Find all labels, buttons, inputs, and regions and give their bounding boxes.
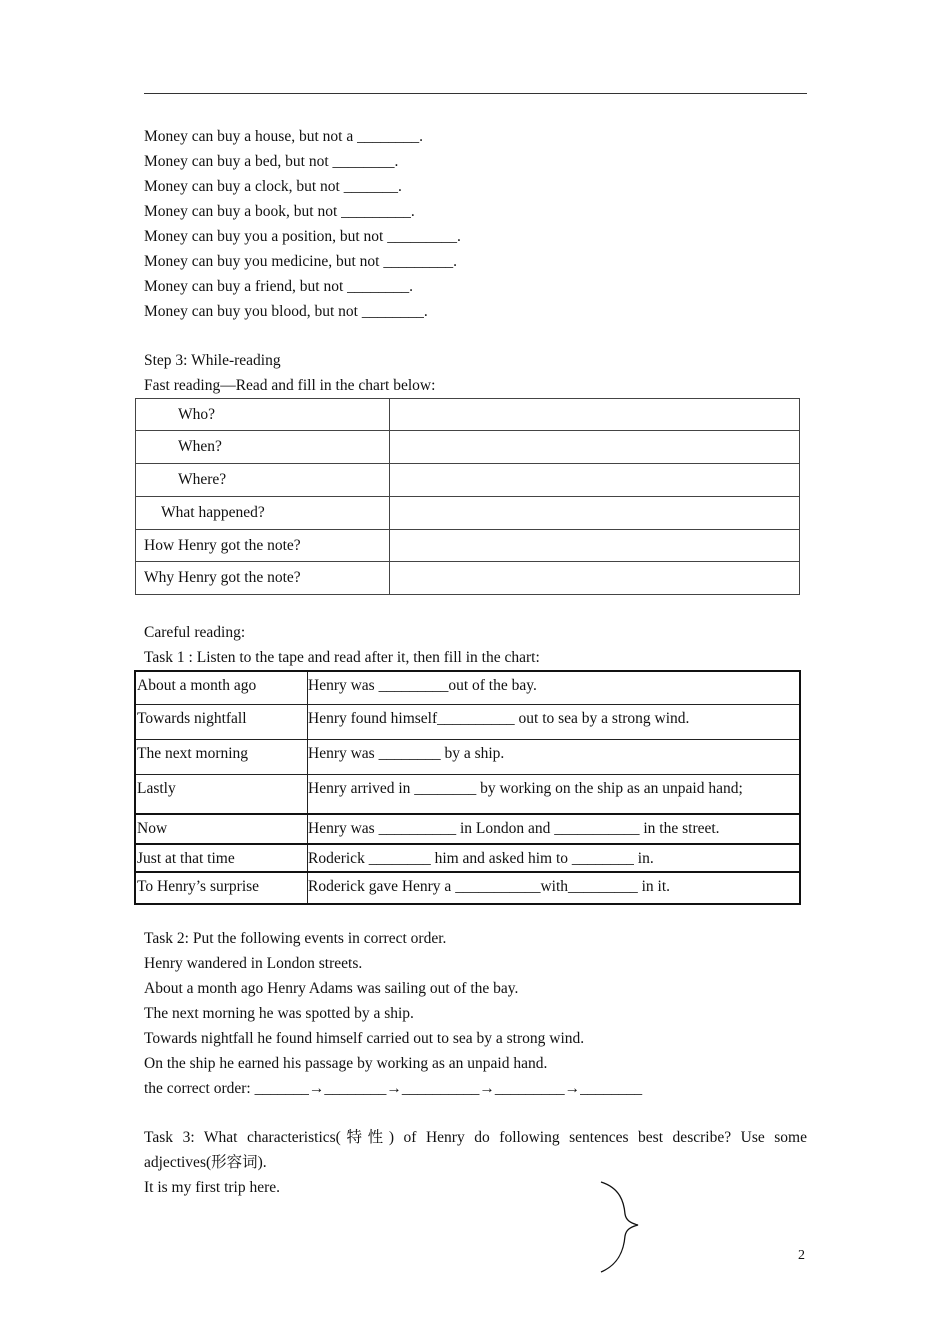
step3-title: Step 3: While-reading xyxy=(144,352,281,369)
chart-row xyxy=(136,464,800,497)
chart-row xyxy=(136,497,800,530)
task1-row xyxy=(135,705,800,740)
task3-instruction-cont: adjectives(形容词). xyxy=(144,1154,267,1171)
intro-sentence: Money can buy you a position, but not _________. xyxy=(144,228,461,245)
intro-sentence: Money can buy you medicine, but not _________. xyxy=(144,253,457,270)
chart-answer-cell[interactable] xyxy=(390,399,800,431)
task1-event[interactable]: Henry found himself__________ out to sea by a strong wind. xyxy=(308,705,801,740)
task1-event[interactable]: Henry was ________ by a ship. xyxy=(308,740,801,775)
intro-sentence: Money can buy a house, but not a ________. xyxy=(144,128,423,145)
chart-answer-cell[interactable] xyxy=(390,530,800,562)
intro-sentence: Money can buy you blood, but not ________. xyxy=(144,303,428,320)
chart-row xyxy=(136,562,800,595)
task2-event: About a month ago Henry Adams was sailing out of the bay. xyxy=(144,980,519,997)
task3-sentence: It is my first trip here. xyxy=(144,1179,281,1196)
task2-event: The next morning he was spotted by a ship. xyxy=(144,1005,414,1022)
intro-sentence: Money can buy a book, but not _________. xyxy=(144,203,415,220)
task1-row xyxy=(135,844,800,872)
chart-question: Who? xyxy=(136,399,390,431)
task1-chart xyxy=(134,670,801,905)
page-number: 2 xyxy=(798,1248,805,1263)
chart-question: Where? xyxy=(136,464,390,497)
chart-question: How Henry got the note? xyxy=(136,530,390,562)
task1-row xyxy=(135,740,800,775)
intro-sentence: Money can buy a friend, but not ________. xyxy=(144,278,414,295)
task1-time: The next morning xyxy=(135,740,308,775)
task1-row xyxy=(135,872,800,904)
fast-reading-instruction: Fast reading—Read and fill in the chart below: xyxy=(144,377,436,394)
careful-reading-title: Careful reading: xyxy=(144,624,246,641)
task1-event[interactable]: Roderick gave Henry a ___________with_________ in it. xyxy=(308,872,801,904)
task1-time: Towards nightfall xyxy=(135,705,308,740)
task1-time: Just at that time xyxy=(135,844,308,872)
chart-row xyxy=(136,431,800,464)
task1-event[interactable]: Roderick ________ him and asked him to ________ in. xyxy=(308,844,801,872)
chart-answer-cell[interactable] xyxy=(390,562,800,595)
chart-question: What happened? xyxy=(136,497,390,530)
intro-sentence: Money can buy a bed, but not ________. xyxy=(144,153,399,170)
task1-instruction: Task 1 : Listen to the tape and read after it, then fill in the chart: xyxy=(144,649,540,666)
chart-question: Why Henry got the note? xyxy=(136,562,390,595)
chart-question: When? xyxy=(136,431,390,464)
task2-event: Towards nightfall he found himself carried out to sea by a strong wind. xyxy=(144,1030,585,1047)
intro-sentence: Money can buy a clock, but not _______. xyxy=(144,178,402,195)
task1-time: Now xyxy=(135,814,308,844)
task3-instruction: Task 3: What characteristics(特性) of Henry do following sentences best describe? Use some xyxy=(144,1129,807,1146)
header-rule xyxy=(144,93,807,94)
task2-event: Henry wandered in London streets. xyxy=(144,955,363,972)
task1-row xyxy=(135,671,800,705)
task1-event[interactable]: Henry was _________out of the bay. xyxy=(308,671,801,705)
task2-order-line[interactable]: the correct order: _______→________→__________→_________→________ xyxy=(144,1080,643,1097)
task1-time: To Henry’s surprise xyxy=(135,872,308,904)
chart-answer-cell[interactable] xyxy=(390,431,800,464)
task1-event[interactable]: Henry arrived in ________ by working on the ship as an unpaid hand; xyxy=(308,775,801,815)
chart-row xyxy=(136,530,800,562)
task1-event[interactable]: Henry was __________ in London and ___________ in the street. xyxy=(308,814,801,844)
task1-row xyxy=(135,775,800,815)
task1-time: About a month ago xyxy=(135,671,308,705)
task1-time: Lastly xyxy=(135,775,308,815)
chart-answer-cell[interactable] xyxy=(390,497,800,530)
chart-row xyxy=(136,399,800,431)
fast-reading-chart xyxy=(135,398,800,595)
curly-brace-icon xyxy=(598,1180,648,1275)
task2-event: On the ship he earned his passage by working as an unpaid hand. xyxy=(144,1055,548,1072)
chart-answer-cell[interactable] xyxy=(390,464,800,497)
task1-row xyxy=(135,814,800,844)
task2-instruction: Task 2: Put the following events in correct order. xyxy=(144,930,447,947)
